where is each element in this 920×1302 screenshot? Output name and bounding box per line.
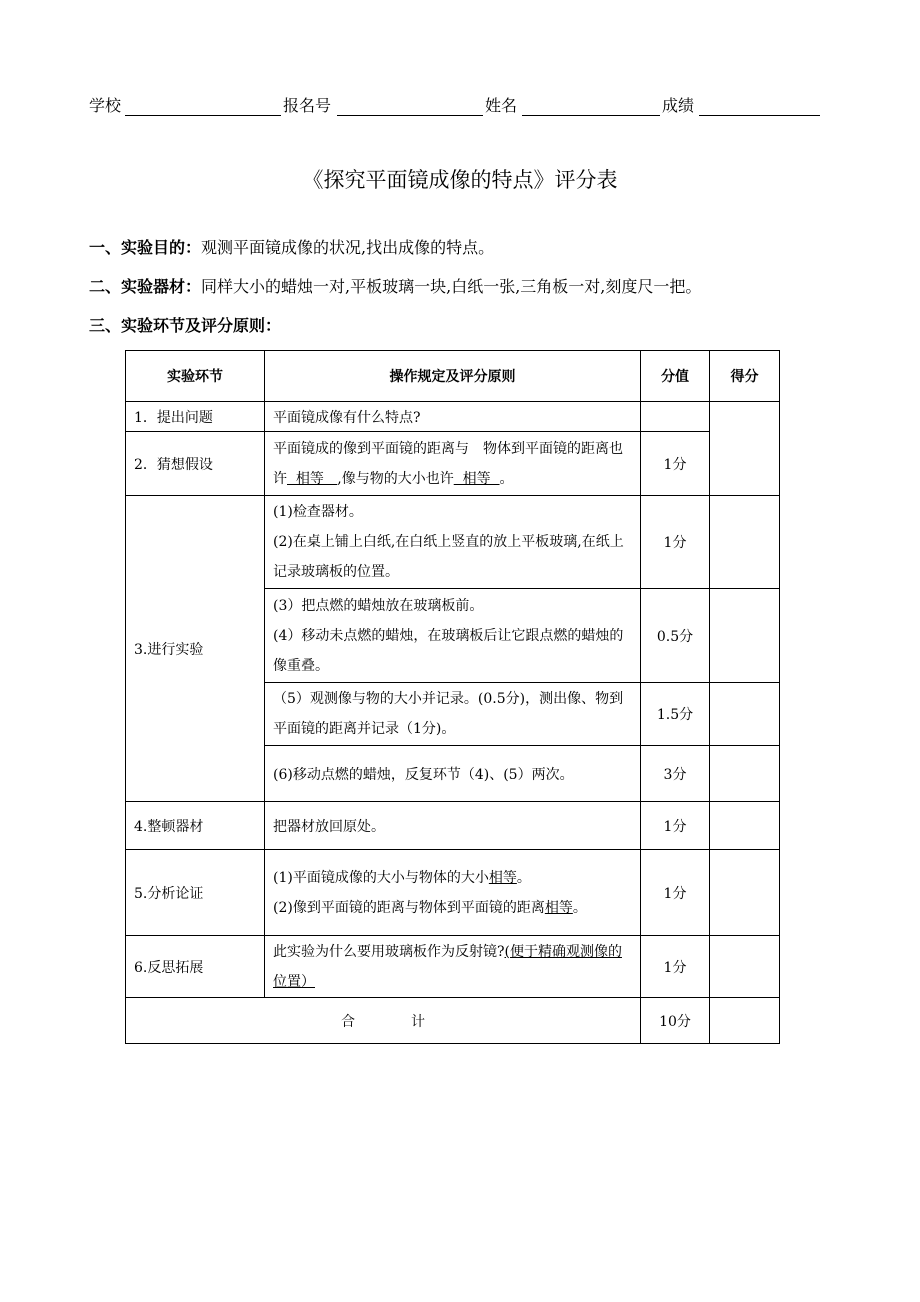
rule-cell	[265, 850, 641, 936]
header-fields	[89, 95, 819, 119]
rule-text: (1)检查器材。	[273, 504, 363, 520]
rule-text: (3）把点燃的蜡烛放在玻璃板前。	[273, 597, 484, 614]
page-title: 《探究平面镜成像的特点》评分表	[302, 168, 618, 192]
rule-text: (1)平面镜成像的大小与物体的大小	[273, 869, 489, 886]
rule-text: (2)像到平面镜的距离与物体到平面镜的距离	[273, 899, 545, 916]
score-input-cell[interactable]	[710, 802, 780, 850]
rule-cell: 把器材放回原处。	[265, 802, 641, 850]
table-row	[126, 850, 780, 936]
school-blank[interactable]	[125, 115, 281, 116]
registration-label: 报名号	[283, 96, 332, 115]
rule-text: ,像与物的大小也许	[337, 470, 454, 487]
points-cell: 1.5分	[641, 683, 710, 746]
total-label-b: 计	[411, 1013, 425, 1030]
total-label-a: 合	[341, 1013, 355, 1030]
section-purpose	[89, 236, 494, 260]
total-label	[126, 998, 641, 1044]
table-row	[126, 936, 780, 998]
score-input-cell[interactable]	[710, 850, 780, 936]
answer-blank: 相等	[544, 899, 573, 916]
total-points-cell: 10分	[641, 998, 710, 1044]
step-cell: 3.进行实验	[126, 496, 265, 802]
equipment-text: 同样大小的蜡烛一对,平板玻璃一块,白纸一张,三角板一对,刻度尺一把。	[201, 277, 702, 296]
rule-cell	[265, 589, 641, 683]
answer-blank: 相等	[488, 869, 517, 886]
rule-cell	[265, 496, 641, 589]
total-row	[126, 998, 780, 1044]
score-input-cell[interactable]	[710, 683, 780, 746]
points-cell: 1分	[641, 936, 710, 998]
table-row	[126, 802, 780, 850]
section-equipment	[89, 275, 701, 299]
points-cell: 1分	[641, 496, 710, 589]
points-cell: 1分	[641, 432, 710, 496]
step-cell: 2．猜想假设	[126, 432, 265, 496]
step-cell: 5.分析论证	[126, 850, 265, 936]
purpose-text: 观测平面镜成像的状况,找出成像的特点。	[201, 238, 495, 257]
step-cell: 6.反思拓展	[126, 936, 265, 998]
name-label: 姓名	[485, 96, 518, 115]
rule-cell: (6)移动点燃的蜡烛，反复环节（4)、(5）两次。	[265, 746, 641, 802]
step-cell: 1．提出问题	[126, 402, 265, 432]
school-label: 学校	[89, 96, 122, 115]
rule-text: 。	[516, 869, 531, 886]
steps-heading: 三、实验环节及评分原则：	[89, 316, 282, 335]
score-blank[interactable]	[699, 115, 820, 116]
answer-blank: 相等	[453, 470, 500, 487]
equipment-heading: 二、实验器材：	[89, 277, 202, 296]
rule-text: 。	[572, 899, 587, 916]
table-row	[126, 402, 780, 432]
rule-text: (4）移动未点燃的蜡烛，在玻璃板后让它跟点燃的蜡烛的像重叠。	[273, 627, 624, 674]
points-cell: 1分	[641, 802, 710, 850]
rule-cell: 平面镜成像有什么特点?	[265, 402, 641, 432]
score-input-cell[interactable]	[710, 496, 780, 589]
score-input-cell[interactable]	[710, 402, 780, 496]
rule-cell: （5）观测像与物的大小并记录。(0.5分)，测出像、物到平面镜的距离并记录（1分)。	[265, 683, 641, 746]
answer-blank: (便于精确观测像的位置）	[273, 943, 622, 990]
rule-text: (2)在桌上铺上白纸,在白纸上竖直的放上平板玻璃,在纸上记录玻璃板的位置。	[273, 534, 624, 580]
answer-blank: 相等	[287, 470, 338, 487]
registration-blank[interactable]	[337, 115, 483, 116]
section-steps	[89, 314, 281, 338]
score-input-cell[interactable]	[710, 746, 780, 802]
points-cell: 3分	[641, 746, 710, 802]
col-header-score: 得分	[710, 351, 780, 402]
points-cell: 0.5分	[641, 589, 710, 683]
points-cell: 1分	[641, 850, 710, 936]
scoring-table	[125, 350, 780, 1044]
table-row	[126, 432, 780, 496]
col-header-step: 实验环节	[126, 351, 265, 402]
points-cell	[641, 402, 710, 432]
score-label: 成绩	[662, 96, 695, 115]
col-header-rules: 操作规定及评分原则	[265, 351, 641, 402]
rule-text: 此实验为什么要用玻璃板作为反射镜?	[273, 943, 505, 960]
score-input-cell[interactable]	[710, 589, 780, 683]
rule-text: 平面镜成的像到平面镜的距离与 物体到平面镜的距离也许	[273, 440, 623, 487]
purpose-heading: 一、实验目的：	[89, 238, 202, 257]
col-header-points: 分值	[641, 351, 710, 402]
rule-cell	[265, 936, 641, 998]
score-input-cell[interactable]	[710, 936, 780, 998]
step-cell: 4.整顿器材	[126, 802, 265, 850]
rule-cell	[265, 432, 641, 496]
rule-text: 。	[499, 470, 514, 487]
table-row	[126, 496, 780, 589]
total-score-input-cell[interactable]	[710, 998, 780, 1044]
table-header-row	[126, 351, 780, 402]
name-blank[interactable]	[522, 115, 660, 116]
